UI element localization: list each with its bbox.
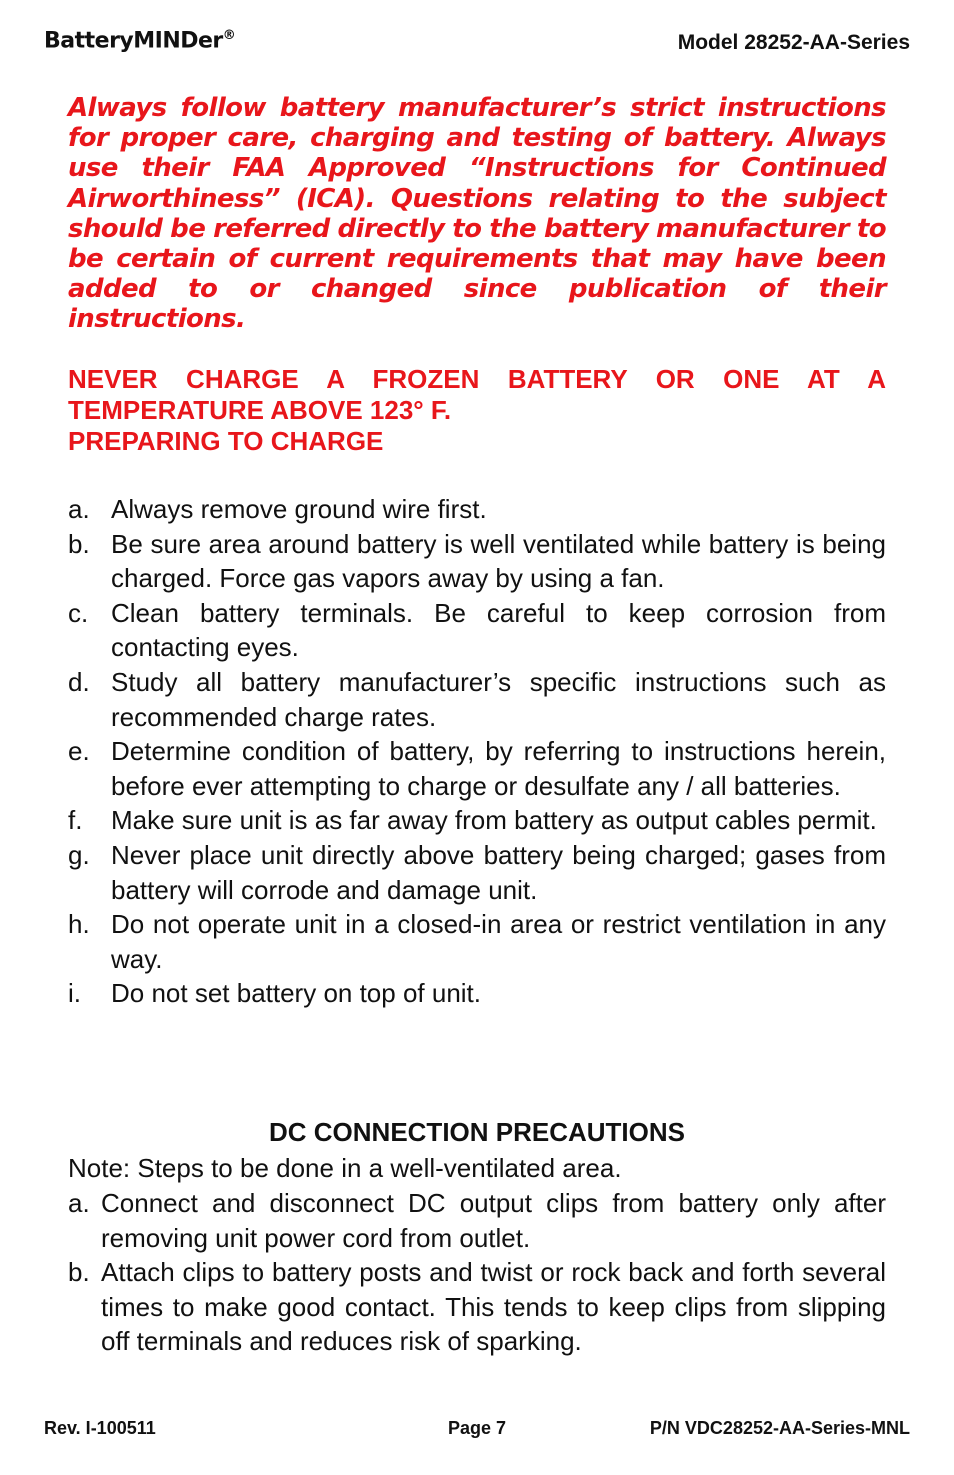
list-item-text: Do not operate unit in a closed-in area or restrict ventilation in any way. — [111, 909, 886, 974]
list-marker: a. — [68, 494, 90, 524]
revision-label: Rev. I-100511 — [44, 1418, 156, 1438]
list-item — [68, 1186, 886, 1255]
battery-warning-paragraph: Always follow battery manufacturer’s strict instructions for proper care, charging and testing of battery. Always use their FAA Approved “Instructions for Continued Airworthiness” (ICA). Questions relating to the subject should be referred directly to the battery manufacturer to be certain of current requirements that may have been added to or changed since publication of their instructions. — [68, 93, 886, 335]
list-item-text: Study all battery manufacturer’s specific instructions such as recommended charge rates. — [111, 666, 886, 732]
list-marker: i. — [68, 978, 81, 1009]
list-item-text: Clean battery terminals. Be careful to keep corrosion from contacting eyes. — [111, 597, 886, 663]
brand-logo — [44, 28, 235, 53]
caution-line-1: NEVER CHARGE A FROZEN BATTERY OR ONE AT A — [68, 364, 886, 394]
list-marker: h. — [68, 909, 90, 940]
list-item-text: Connect and disconnect DC output clips from battery only after removing unit power cord from outlet. — [101, 1188, 886, 1253]
page-number: Page 7 — [447, 1418, 507, 1438]
list-marker: e. — [68, 736, 90, 767]
list-item-text: Be sure area around battery is well ventilated while battery is being charged. Force gas vapors away by using a fan. — [111, 528, 886, 594]
list-marker: d. — [68, 666, 90, 697]
list-item — [68, 803, 886, 838]
caution-block — [68, 364, 886, 457]
list-item — [68, 976, 886, 1011]
dc-note: Note: Steps to be done in a well-ventilated area. — [68, 1153, 622, 1183]
list-marker: b. — [68, 528, 90, 559]
list-item — [68, 734, 886, 803]
registered-mark: ® — [222, 28, 236, 43]
list-item — [68, 527, 886, 596]
list-item — [68, 838, 886, 907]
list-marker: g. — [68, 839, 90, 870]
list-item-text: Determine condition of battery, by referring to instructions herein, before ever attempting to charge or desulfate any / all batteries. — [111, 736, 886, 801]
list-marker: b. — [68, 1257, 90, 1288]
list-item — [68, 1255, 886, 1359]
list-item — [68, 492, 886, 527]
list-item-text: Always remove ground wire first. — [111, 494, 487, 524]
list-marker: c. — [68, 597, 89, 628]
model-label: Model 28252-AA-Series — [677, 31, 910, 54]
dc-precautions-heading: DC CONNECTION PRECAUTIONS — [268, 1117, 685, 1147]
list-item-text: Do not set battery on top of unit. — [111, 978, 482, 1009]
list-item-text: Never place unit directly above battery being charged; gases from battery will corrode and damage unit. — [111, 839, 886, 905]
list-item — [68, 907, 886, 976]
caution-line-2: TEMPERATURE ABOVE 123° F. — [68, 395, 452, 425]
list-item — [68, 596, 886, 665]
preparing-to-charge-heading: PREPARING TO CHARGE — [68, 426, 384, 456]
list-marker: a. — [68, 1188, 90, 1218]
brand-name: BatteryMINDer — [44, 28, 223, 54]
dc-precautions-list — [68, 1186, 886, 1359]
list-item-text: Make sure unit is as far away from battery as output cables permit. — [111, 805, 877, 836]
preparing-list — [68, 492, 886, 1011]
part-number: P/N VDC28252-AA-Series-MNL — [649, 1418, 910, 1438]
list-item-text: Attach clips to battery posts and twist or rock back and forth several times to make good contact. This tends to keep clips from slipping off terminals and reduces risk of sparking. — [101, 1257, 886, 1357]
list-marker: f. — [68, 805, 83, 836]
list-item — [68, 665, 886, 734]
